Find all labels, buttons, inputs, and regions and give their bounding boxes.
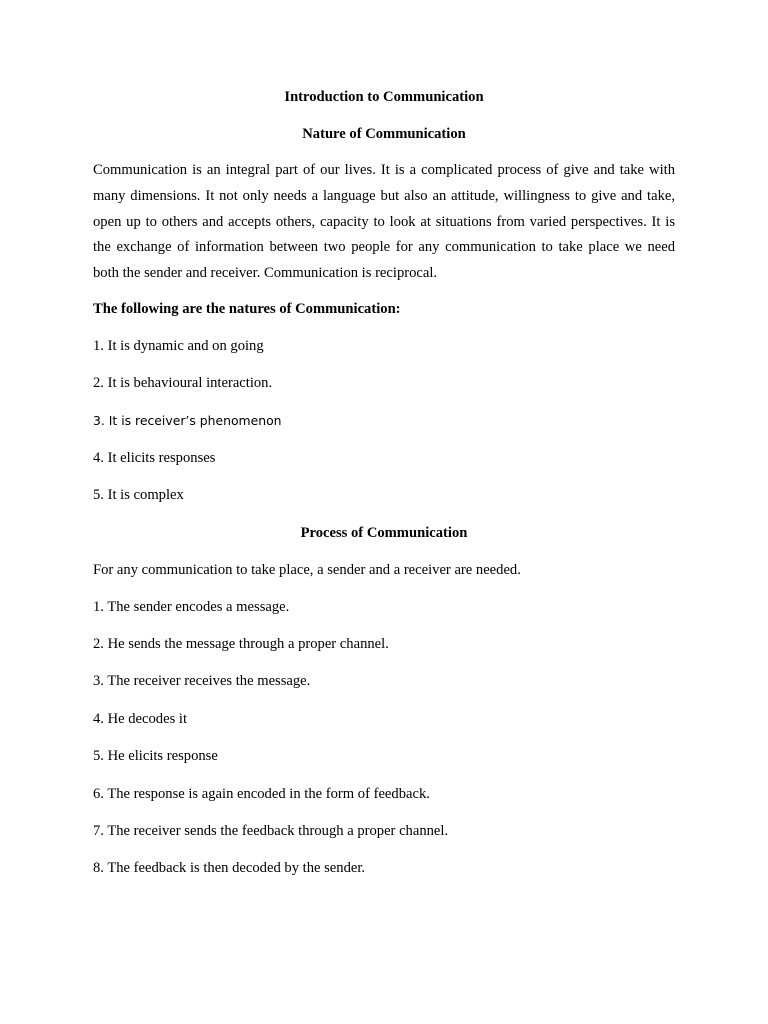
process-step: 1. The sender encodes a message.: [93, 599, 290, 615]
nature-list-item: 4. It elicits responses: [93, 450, 216, 466]
process-step: 5. He elicits response: [93, 748, 218, 764]
nature-list-item: 1. It is dynamic and on going: [93, 338, 264, 354]
process-intro: For any communication to take place, a sender and a receiver are needed.: [93, 562, 521, 578]
process-step: 4. He decodes it: [93, 711, 188, 727]
section-heading-nature: Nature of Communication: [302, 126, 466, 142]
section-heading-process: Process of Communication: [300, 525, 468, 541]
process-step: 7. The receiver sends the feedback through a proper channel.: [93, 823, 449, 839]
process-step: 8. The feedback is then decoded by the sender.: [93, 860, 366, 876]
nature-paragraph: Communication is an integral part of our lives. It is a complicated process of give and take with many dimensions. It not only needs a language but also an attitude, willingness to give and take, open up to others and accepts others, capacity to look at situations from varied perspectives. It is the exchange of information between two people for any communication to take place we need both the sender and receiver. Communication is reciprocal.: [93, 162, 675, 282]
natures-list-heading: The following are the natures of Communication:: [93, 301, 401, 317]
nature-list-item: 3. It is receiver’s phenomenon: [93, 413, 282, 428]
process-step: 2. He sends the message through a proper channel.: [93, 636, 389, 652]
process-step: 3. The receiver receives the message.: [93, 673, 311, 689]
document-title: Introduction to Communication: [284, 89, 484, 105]
process-step: 6. The response is again encoded in the form of feedback.: [93, 786, 430, 802]
nature-list-item: 5. It is complex: [93, 487, 184, 503]
nature-list-item: 2. It is behavioural interaction.: [93, 375, 273, 391]
